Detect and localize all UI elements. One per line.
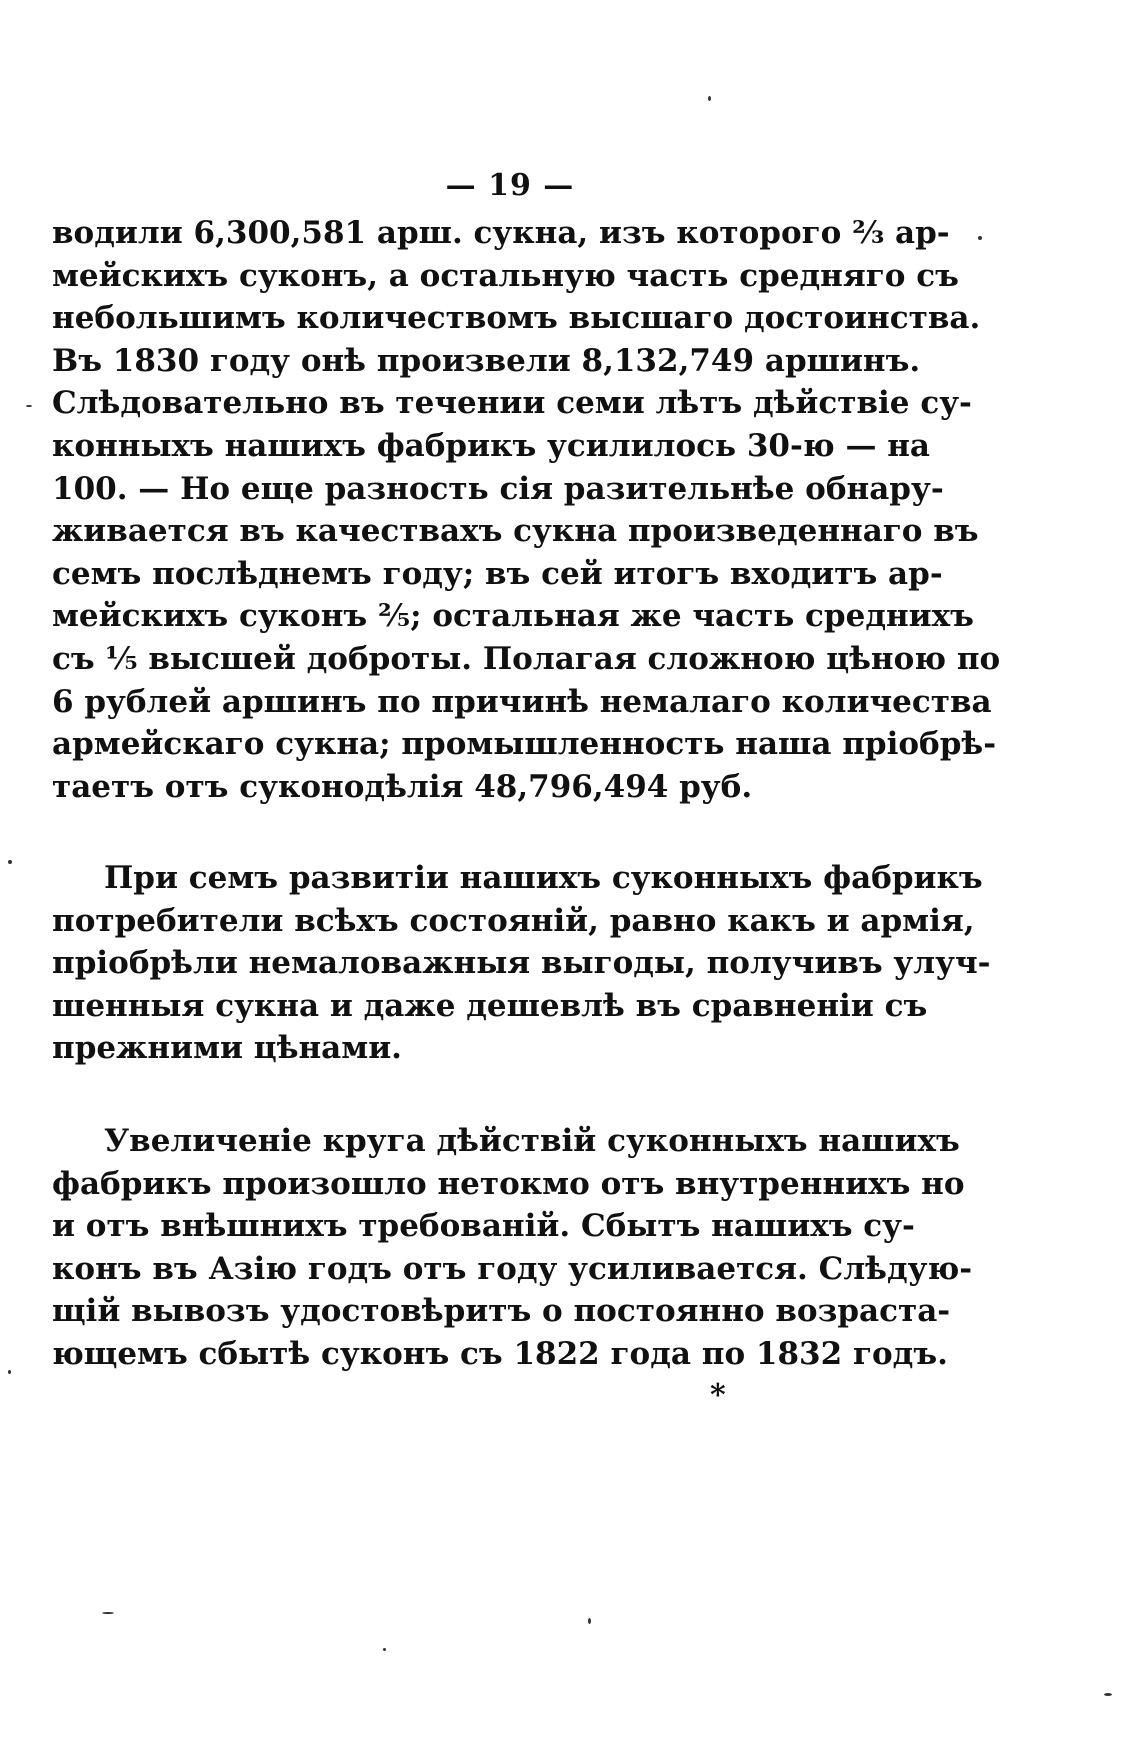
paragraph-1 (52, 212, 1001, 808)
scan-speck (102, 1612, 114, 1614)
text-line: живается въ качествахъ сукна произведеннаго въ (52, 513, 979, 550)
text-line: семъ послѣднемъ году; въ сей итогъ входитъ ар- (52, 555, 943, 592)
text-line: таетъ отъ суконодѣлія 48,796,494 руб. (52, 768, 753, 805)
text-line: Увеличеніе круга дѣйствій суконныхъ нашихъ (104, 1123, 960, 1159)
footnote-mark: * (710, 1378, 726, 1413)
page-number: — 19 — (445, 168, 575, 203)
scan-speck (708, 96, 711, 101)
text-line: Слѣдовательно въ течении семи лѣтъ дѣйствіе су- (52, 385, 972, 422)
text-line: мейскихъ суконъ, а остальную часть средняго съ (52, 257, 959, 294)
text-line: шенныя сукна и даже дешевлѣ въ сравненіи съ (52, 987, 928, 1024)
text-line: потребители всѣхъ состояній, равно какъ и армія, (52, 902, 975, 939)
text-line: конъ въ Азію годъ отъ году усиливается. Слѣдую- (52, 1250, 973, 1287)
text-line: конныхъ нашихъ фабрикъ усилилось 30-ю — на (52, 427, 931, 464)
text-line: пріобрѣли немаловажныя выгоды, получивъ улуч- (52, 945, 991, 982)
text-line: армейскаго сукна; промышленность наша пріобрѣ- (52, 726, 997, 763)
paragraph-3 (52, 1120, 973, 1376)
scan-speck (1104, 1693, 1112, 1696)
text-line: 6 рублей аршинъ по причинѣ немалаго количества (52, 683, 992, 720)
scan-speck (588, 1618, 591, 1624)
text-line: мейскихъ суконъ ⅖; остальная же часть среднихъ (52, 598, 974, 635)
scan-speck (383, 1648, 386, 1651)
paragraph-2 (52, 857, 991, 1070)
scan-speck (8, 1370, 11, 1374)
text-line: водили 6,300,581 арш. сукна, изъ которого ⅔ ар- (52, 215, 950, 251)
text-line: 100. — Но еще разность сія разительнѣе обнару- (52, 470, 944, 507)
scan-speck (8, 860, 12, 864)
text-line: и отъ внѣшнихъ требованій. Сбытъ нашихъ су- (52, 1208, 915, 1245)
scan-speck (978, 236, 982, 240)
scan-speck (26, 405, 32, 407)
text-line: При семъ развитіи нашихъ суконныхъ фабрикъ (104, 860, 983, 896)
text-line: съ ⅕ высшей доброты. Полагая сложною цѣною по (52, 640, 1001, 677)
text-line: фабрикъ произошло нетокмо отъ внутреннихъ но (52, 1165, 965, 1202)
text-line: ющемъ сбытѣ суконъ съ 1822 года по 1832 годъ. (52, 1335, 948, 1372)
text-line: щій вывозъ удостовѣритъ о постоянно возраста- (52, 1293, 951, 1330)
text-line: небольшимъ количествомъ высшаго достоинства. (52, 300, 981, 337)
text-line: прежними цѣнами. (52, 1030, 402, 1067)
text-line: Въ 1830 году онѣ произвели 8,132,749 аршинъ. (52, 342, 921, 379)
